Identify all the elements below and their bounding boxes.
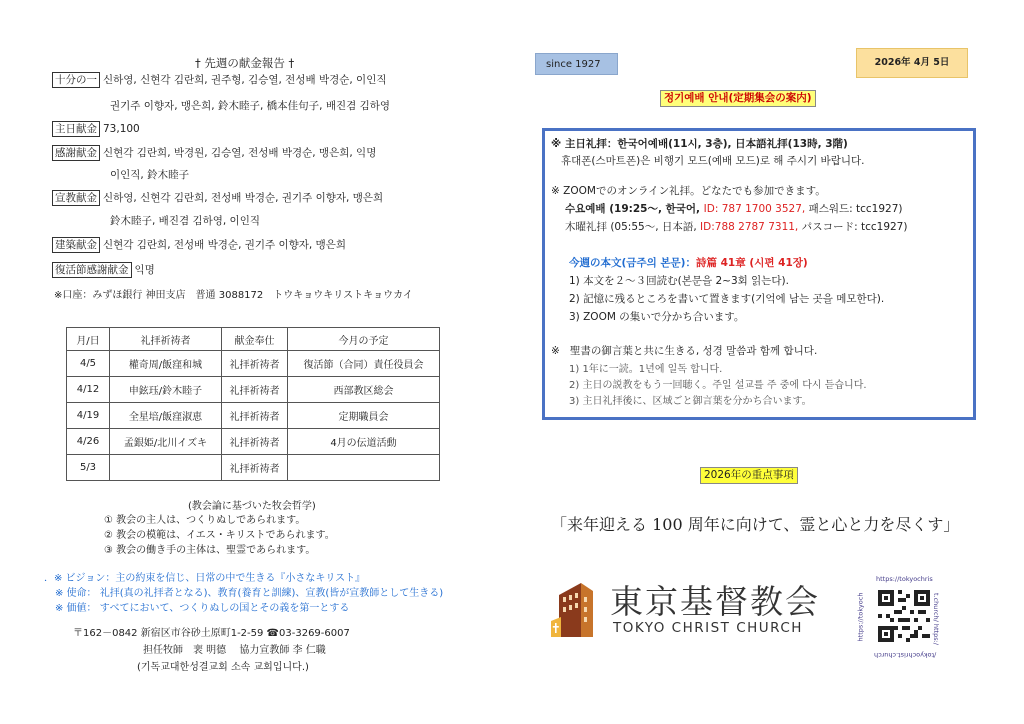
cell-offering: 礼拝祈祷者 [222, 455, 288, 481]
note-mark: ※ [551, 138, 562, 150]
note-mark: ※ [551, 185, 560, 197]
cell-prayer: 權奇周/飯窪和城 [110, 351, 222, 377]
qr-url-left: https://tokyoch [856, 592, 865, 642]
offering-names-cont: 권기주 이향자, 맹은희, 鈴木睦子, 橋本佳句子, 배진겸 김하영 [110, 100, 391, 112]
offering-label: 感謝献金 [52, 145, 100, 161]
cell-plan: 定期職員会 [288, 403, 440, 429]
sunday-service-text: 主日礼拝：한국어예배(11시, 3층), 日本語礼拝(13時, 3階) [564, 138, 848, 150]
weekly-text-label: 今週の本文(금주의 본문)： [569, 257, 696, 269]
cell-offering: 礼拝祈祷者 [222, 429, 288, 455]
sunday-service-line [551, 136, 848, 151]
church-logo-icon [549, 577, 599, 637]
cell-prayer [110, 455, 222, 481]
bible-item: 3) 主日礼拝後に、区域ごと御言葉を分かち合います。 [569, 396, 812, 407]
offering-report-title: † 先週の献金報告 † [195, 56, 295, 70]
offering-label: 十分の一 [52, 72, 100, 88]
cell-prayer: 孟銀姫/北川イズキ [110, 429, 222, 455]
offering-row-mission [52, 190, 383, 206]
cell-offering: 礼拝祈祷者 [222, 377, 288, 403]
offering-names: 신하영, 신현각 김란희, 전성배 박경순, 권기주 이향자, 맹은희 [103, 192, 384, 204]
offering-names-cont: 鈴木睦子, 배진겸 김하영, 이인직 [110, 215, 260, 227]
step-item: 3) ZOOM の集いで分かち合います。 [569, 311, 745, 323]
bible-item: 1) 1年に一読。1년에 일독 합니다. [569, 364, 723, 375]
qr-url-top: https://tokyochris [876, 575, 933, 583]
table-row [67, 351, 440, 377]
zoom-wed-id: ID: 787 1700 3527, [703, 203, 806, 215]
offering-label: 復活節感謝献金 [52, 262, 132, 278]
zoom-wed-pre: 수요예배 (19:25～, 한국어, [565, 203, 704, 215]
denomination-line: (기독교대한성결교회 소속 교회입니다.) [137, 662, 309, 673]
header-plan: 今月の予定 [288, 328, 440, 351]
table-row [67, 403, 440, 429]
cell-offering: 礼拝祈祷者 [222, 351, 288, 377]
offering-names: 신하영, 신현각 김란희, 권주형, 김승열, 전성배 박경순, 이인직 [103, 74, 387, 86]
philosophy-item: ② 教会の模範は、イエス・キリストであられます。 [104, 530, 335, 541]
header-offering: 献金奉仕 [222, 328, 288, 351]
priority-title: 2026年の重点事項 [700, 467, 798, 484]
pastors-line: 担任牧師 裵 明德 協力宣教師 李 仁職 [143, 645, 326, 656]
cell-plan: 4月の伝道活動 [288, 429, 440, 455]
zoom-thursday [565, 219, 907, 234]
phone-notice: 휴대폰(스마트폰)은 비행기 모드(예배 모드)로 해 주시기 바랍니다. [561, 155, 865, 167]
date-badge: 2026年 4月 5日 [856, 48, 968, 78]
cell-date: 5/3 [67, 455, 110, 481]
qr-url-right: t.church/ https:/ [932, 592, 941, 646]
header-prayer: 礼拝祈祷者 [110, 328, 222, 351]
offering-names: 익명 [134, 264, 155, 276]
offering-row-thanks [52, 145, 376, 161]
table-row [67, 455, 440, 481]
zoom-thu-post: パスコード: tcc1927) [798, 221, 908, 233]
bible-life-text: 聖書の御言葉と共に生きる, 성경 말씀과 함께 합니다. [569, 345, 818, 357]
cell-offering: 礼拝祈祷者 [222, 403, 288, 429]
step-item: 1) 本文を２～３回読む(본문을 2~3회 읽는다). [569, 275, 789, 287]
mission-line: ※ 使命： 礼拝(真の礼拝者となる)、教育(養育と訓練)、宣教(皆が宣教師として生きる) [55, 588, 444, 599]
offering-label: 主日献金 [52, 121, 100, 137]
offering-label: 建築献金 [52, 237, 100, 253]
schedule-table [66, 327, 440, 481]
qr-url-bottom: /tokyochrist.church [874, 651, 937, 659]
note-mark: ※ [551, 345, 560, 357]
cell-prayer: 申鉉珏/鈴木睦子 [110, 377, 222, 403]
cell-date: 4/12 [67, 377, 110, 403]
cell-date: 4/19 [67, 403, 110, 429]
zoom-thu-id: ID:788 2787 7311, [700, 221, 799, 233]
bible-item: 2) 主日の説教をもう一回聴く。주일 설교를 주 중에 다시 듣습니다. [569, 380, 867, 391]
zoom-text: ZOOMでのオンライン礼拝。どなたでも参加できます。 [563, 185, 826, 197]
cell-plan: 復活節（合同）責任役員会 [288, 351, 440, 377]
weekly-text-ref: 詩篇 41章 (시편 41장) [695, 257, 808, 269]
step-item: 2) 記憶に残るところを書いて置きます(기억에 남는 곳을 메모한다). [569, 293, 885, 305]
cell-prayer: 全星培/飯窪淑恵 [110, 403, 222, 429]
offering-names-cont: 이인직, 鈴木睦子 [110, 169, 190, 181]
offering-amount: 73,100 [103, 123, 140, 135]
offering-names: 신현각 김란희, 전성배 박경순, 권기주 이향자, 맹은희 [103, 239, 347, 251]
values-line: ※ 価値： すべてにおいて、つくりぬしの国とその義を第一とする [55, 603, 350, 614]
table-row [67, 377, 440, 403]
church-name-jp: 東京基督教会 [610, 582, 820, 621]
zoom-wednesday [565, 201, 903, 216]
table-header-row [67, 328, 440, 351]
offering-row-building [52, 237, 346, 253]
cell-date: 4/5 [67, 351, 110, 377]
since-badge: since 1927 [535, 53, 618, 75]
service-info-box [542, 128, 976, 420]
philosophy-title: (教会論に基づいた牧会哲学) [188, 501, 316, 512]
zoom-thu-pre: 木曜礼拝 (05:55～, 日本語, [565, 221, 701, 233]
table-row [67, 429, 440, 455]
qr-code-icon[interactable] [878, 587, 930, 645]
philosophy-item: ③ 教会の働き手の主体は、聖霊であられます。 [104, 545, 316, 556]
bank-account: ※口座：みずほ銀行 神田支店 普通 3088172 トウキョウキリストキョウカイ [54, 290, 413, 301]
zoom-line [551, 183, 826, 198]
church-address: 〒162－0842 新宿区市谷砂土原町1-2-59 ☎03-3269-6007 [73, 628, 350, 639]
offering-row-easter [52, 262, 155, 278]
service-notice-title: 정기예배 안내(定期集会の案内) [660, 90, 816, 107]
church-name-en: TOKYO CHRIST CHURCH [613, 620, 803, 636]
offering-row-sunday [52, 121, 140, 137]
weekly-text-line [569, 255, 808, 270]
bible-life-line [551, 343, 817, 358]
offering-names: 신현각 김란희, 박경원, 김승열, 전성배 박경순, 맹은희, 익명 [103, 147, 377, 159]
header-date: 月/日 [67, 328, 110, 351]
cell-plan: 西部教区総会 [288, 377, 440, 403]
offering-label: 宣教献金 [52, 190, 100, 206]
offering-row-tithe [52, 72, 386, 88]
motto: 「来年迎える 100 周年に向けて、霊と心と力を尽くす」 [551, 515, 960, 534]
zoom-wed-post: 패스워드: tcc1927) [805, 203, 903, 215]
philosophy-item: ① 教会の主人は、つくりぬしであられます。 [104, 515, 306, 526]
cell-plan [288, 455, 440, 481]
cell-date: 4/26 [67, 429, 110, 455]
qr-code-block [858, 575, 950, 659]
vision-line: ．※ ビジョン：主の約束を信じ、日常の中で生きる『小さなキリスト』 [44, 573, 366, 584]
